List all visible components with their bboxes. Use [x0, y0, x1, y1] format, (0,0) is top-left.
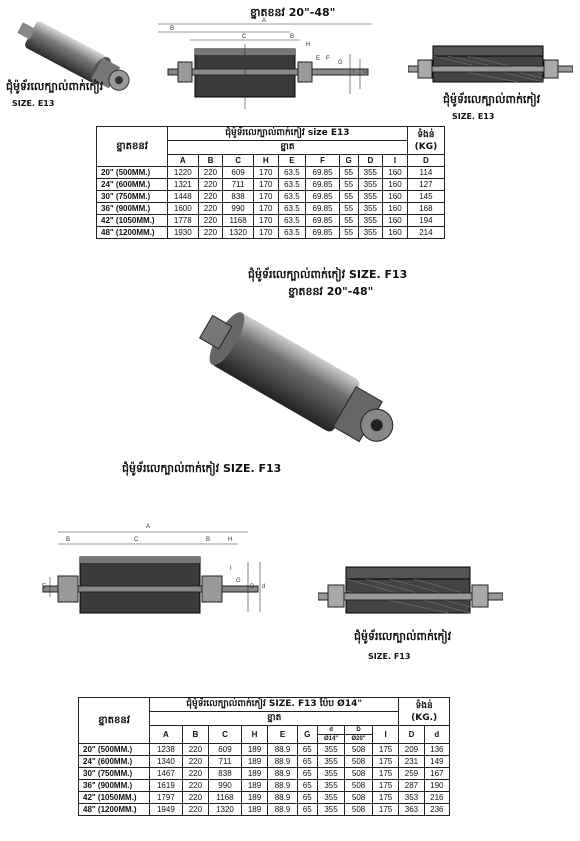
col-header: B [198, 155, 223, 167]
table-cell: 355 [317, 744, 345, 756]
table-cell: 175 [372, 756, 398, 768]
table-cell: 609 [209, 744, 242, 756]
table-cell: 508 [345, 804, 373, 816]
col-header: G [339, 155, 358, 167]
e13-photo-caption: ជុំម៉ូទ័រលេក្បាល់ពាក់កៀវ [6, 80, 104, 93]
table-cell: 65 [297, 768, 317, 780]
table-cell: 65 [297, 804, 317, 816]
table-cell: 1340 [150, 756, 183, 768]
table-cell: 189 [241, 792, 267, 804]
table-cell: 189 [241, 804, 267, 816]
table-cell: 1930 [168, 227, 199, 239]
table-cell: 65 [297, 792, 317, 804]
size-cell: 20" (500MM.) [97, 167, 168, 179]
size-cell: 30" (750MM.) [79, 768, 150, 780]
table-cell: 65 [297, 756, 317, 768]
f13-dimension-letters [38, 522, 278, 632]
f13-side-size: SIZE. F13 [368, 652, 411, 661]
table-cell: 175 [372, 768, 398, 780]
table-cell: 69.85 [306, 215, 340, 227]
table-row [79, 768, 450, 780]
weight-cell: 216 [424, 792, 449, 804]
size-cell: 48" (1200MM.) [97, 227, 168, 239]
table-cell: 160 [383, 215, 408, 227]
weight-cell: 149 [424, 756, 449, 768]
col-header: B [182, 726, 208, 744]
f13-side-view [318, 565, 503, 629]
table-cell: 220 [198, 215, 223, 227]
col-header: D [358, 155, 383, 167]
table-cell: 175 [372, 804, 398, 816]
table-cell: 355 [317, 756, 345, 768]
table-cell: 220 [198, 179, 223, 191]
dim-letter: C [242, 34, 247, 40]
table-cell: 355 [317, 780, 345, 792]
dim-letter: E [42, 584, 47, 590]
table-cell: 170 [253, 215, 278, 227]
table-cell: 1238 [150, 744, 183, 756]
col-header: E [278, 155, 306, 167]
table-cell: 63.5 [278, 203, 306, 215]
weight-header: ទំងន់ (KG) [407, 127, 444, 155]
table-cell: 88.9 [268, 804, 298, 816]
table-cell: 160 [383, 191, 408, 203]
dim-letter: H [228, 537, 233, 543]
weight-header: ទំងន់ (KG.) [399, 698, 450, 726]
col-header: d [317, 726, 345, 735]
table-row [79, 780, 450, 792]
weight-cell: 136 [424, 744, 449, 756]
weight-cell: 114 [407, 167, 444, 179]
table-cell: 1168 [209, 792, 242, 804]
dim-letter: D [363, 69, 368, 75]
f13-spec-table [78, 697, 450, 816]
dim-letter: d [262, 584, 266, 590]
size-cell: 36" (900MM.) [97, 203, 168, 215]
table-row [79, 756, 450, 768]
table-cell: 170 [253, 179, 278, 191]
table-cell: 355 [358, 179, 383, 191]
dim-letter: G [236, 578, 241, 584]
weight-cell: 145 [407, 191, 444, 203]
col-header: E [268, 726, 298, 744]
table-cell: 508 [345, 756, 373, 768]
size-cell: 30" (750MM.) [97, 191, 168, 203]
table-cell: 1619 [150, 780, 183, 792]
dim-letter: H [306, 42, 311, 48]
table-row [97, 215, 445, 227]
col-header: A [168, 155, 199, 167]
table-cell: 508 [345, 792, 373, 804]
table-cell: 220 [182, 744, 208, 756]
weight-cell: 287 [399, 780, 424, 792]
weight-cell: 127 [407, 179, 444, 191]
table-cell: 1320 [223, 227, 254, 239]
size-cell: 24" (600MM.) [79, 756, 150, 768]
col-header: G [297, 726, 317, 744]
e13-photo-size: SIZE. E13 [12, 99, 55, 108]
table-cell: 55 [339, 167, 358, 179]
size-header: ខ្នាតខនវ [97, 127, 168, 167]
table-cell: 711 [209, 756, 242, 768]
size-cell: 24" (600MM.) [97, 179, 168, 191]
col-sub-header: Ø14" [317, 735, 345, 744]
table-cell: 220 [198, 227, 223, 239]
dim-letter: E [316, 56, 321, 62]
table-row [97, 203, 445, 215]
weight-cell: 259 [399, 768, 424, 780]
table-cell: 175 [372, 792, 398, 804]
table-cell: 1797 [150, 792, 183, 804]
table-cell: 1321 [168, 179, 199, 191]
table-cell: 88.9 [268, 792, 298, 804]
table-cell: 220 [182, 768, 208, 780]
table-cell: 88.9 [268, 744, 298, 756]
table-row [97, 227, 445, 239]
f13-photo-caption: ជុំម៉ូទ័រលេក្បាល់ពាក់កៀវ SIZE. F13 [122, 462, 282, 475]
f13-title-line2: ខ្នាតខនវ 20"-48" [288, 285, 374, 298]
e13-side-size: SIZE. E13 [452, 112, 495, 121]
table-row [79, 744, 450, 756]
table-cell: 189 [241, 768, 267, 780]
table-cell: 69.85 [306, 227, 340, 239]
table-cell: 1320 [209, 804, 242, 816]
table-cell: 189 [241, 744, 267, 756]
table-cell: 220 [198, 167, 223, 179]
table-cell: 189 [241, 780, 267, 792]
table-cell: 990 [223, 203, 254, 215]
table-cell: 1168 [223, 215, 254, 227]
table-cell: 63.5 [278, 167, 306, 179]
table-cell: 220 [198, 191, 223, 203]
dim-letter: I [353, 69, 355, 75]
weight-cell: 168 [407, 203, 444, 215]
weight-cell: 231 [399, 756, 424, 768]
table-cell: 160 [383, 203, 408, 215]
weight-cell: 167 [424, 768, 449, 780]
table-cell: 160 [383, 167, 408, 179]
table-cell: 160 [383, 179, 408, 191]
weight-col-header: d [424, 726, 449, 744]
table-cell: 355 [358, 203, 383, 215]
table-cell: 175 [372, 780, 398, 792]
table-row [97, 167, 445, 179]
table-cell: 1600 [168, 203, 199, 215]
table-cell: 220 [182, 756, 208, 768]
table-row [97, 191, 445, 203]
dim-letter: B [170, 26, 175, 32]
f13-title-line1: ជុំម៉ូទ័រលេក្បាល់ពាក់កៀវ SIZE. F13 [248, 268, 408, 281]
f13-table-body [79, 744, 450, 816]
f13-photo [182, 302, 407, 462]
weight-col-header: D [407, 155, 444, 167]
weight-cell: 190 [424, 780, 449, 792]
size-cell: 20" (500MM.) [79, 744, 150, 756]
table-cell: 355 [358, 167, 383, 179]
table-cell: 63.5 [278, 191, 306, 203]
table-cell: 69.85 [306, 191, 340, 203]
size-cell: 42" (1050MM.) [79, 792, 150, 804]
group-header: ជុំម៉ូទ័រលេក្បាល់ពាក់កៀវ size E13 [168, 127, 408, 141]
e13-side-caption: ជុំម៉ូទ័រលេក្បាល់ពាក់កៀវ [443, 93, 541, 106]
table-cell: 838 [223, 191, 254, 203]
weight-col-header: D [399, 726, 424, 744]
col-header: H [253, 155, 278, 167]
weight-cell: 353 [399, 792, 424, 804]
table-cell: 508 [345, 744, 373, 756]
weight-cell: 363 [399, 804, 424, 816]
f13-side-caption: ជុំម៉ូទ័រលេក្បាល់ពាក់កៀវ [354, 630, 452, 643]
e13-table-body [97, 167, 445, 239]
table-row [79, 804, 450, 816]
col-header: D [345, 726, 373, 735]
col-header: C [223, 155, 254, 167]
dim-letter: F [326, 56, 330, 62]
table-cell: 838 [209, 768, 242, 780]
table-cell: 990 [209, 780, 242, 792]
col-header: F [306, 155, 340, 167]
table-cell: 189 [241, 756, 267, 768]
size-cell: 36" (900MM.) [79, 780, 150, 792]
col-sub-header: Ø20" [345, 735, 373, 744]
table-cell: 355 [317, 792, 345, 804]
dim-letter: A [262, 18, 267, 24]
table-cell: 355 [317, 804, 345, 816]
group-header: ជុំម៉ូទ័រលេក្បាល់ពាក់កៀវ SIZE. F13 ប៉ែប Ø14" [150, 698, 399, 712]
dim-letter: B [290, 34, 295, 40]
table-cell: 65 [297, 744, 317, 756]
sub-header: ខ្នាត [150, 712, 399, 726]
table-cell: 355 [358, 227, 383, 239]
table-cell: 88.9 [268, 768, 298, 780]
table-cell: 65 [297, 780, 317, 792]
table-cell: 69.85 [306, 167, 340, 179]
table-cell: 170 [253, 203, 278, 215]
weight-cell: 214 [407, 227, 444, 239]
col-header: A [150, 726, 183, 744]
table-cell: 220 [182, 780, 208, 792]
table-cell: 1949 [150, 804, 183, 816]
e13-spec-table [96, 126, 445, 239]
weight-cell: 236 [424, 804, 449, 816]
table-cell: 69.85 [306, 179, 340, 191]
dim-letter: D [250, 584, 255, 590]
col-header: C [209, 726, 242, 744]
col-header: H [241, 726, 267, 744]
table-cell: 170 [253, 191, 278, 203]
table-cell: 170 [253, 167, 278, 179]
col-header: I [383, 155, 408, 167]
table-cell: 88.9 [268, 780, 298, 792]
table-cell: 55 [339, 227, 358, 239]
sub-header: ខ្នាត [168, 141, 408, 155]
col-header: I [372, 726, 398, 744]
table-cell: 55 [339, 191, 358, 203]
table-row [97, 179, 445, 191]
table-cell: 63.5 [278, 227, 306, 239]
table-cell: 175 [372, 744, 398, 756]
weight-cell: 209 [399, 744, 424, 756]
dim-letter: G [338, 60, 343, 66]
weight-cell: 194 [407, 215, 444, 227]
table-cell: 170 [253, 227, 278, 239]
dim-letter: I [230, 566, 232, 572]
dim-letter: B [66, 537, 71, 543]
dim-letter: C [134, 537, 139, 543]
table-cell: 355 [317, 768, 345, 780]
table-cell: 88.9 [268, 756, 298, 768]
size-cell: 48" (1200MM.) [79, 804, 150, 816]
table-cell: 1778 [168, 215, 199, 227]
table-cell: 508 [345, 768, 373, 780]
table-cell: 55 [339, 179, 358, 191]
size-header: ខ្នាតខនវ [79, 698, 150, 744]
table-cell: 1220 [168, 167, 199, 179]
e13-dimension-letters [150, 14, 380, 114]
table-cell: 63.5 [278, 215, 306, 227]
table-cell: 63.5 [278, 179, 306, 191]
table-cell: 220 [182, 792, 208, 804]
dim-letter: B [206, 537, 211, 543]
table-cell: 1467 [150, 768, 183, 780]
table-cell: 355 [358, 191, 383, 203]
table-cell: 711 [223, 179, 254, 191]
table-cell: 355 [358, 215, 383, 227]
size-cell: 42" (1050MM.) [97, 215, 168, 227]
table-cell: 69.85 [306, 203, 340, 215]
table-cell: 609 [223, 167, 254, 179]
e13-side-view [408, 40, 573, 92]
table-cell: 508 [345, 780, 373, 792]
table-cell: 1448 [168, 191, 199, 203]
e13-drawing-title: ខ្នាតខនវ 20"-48" [250, 6, 336, 19]
table-cell: 55 [339, 215, 358, 227]
table-cell: 160 [383, 227, 408, 239]
table-cell: 220 [182, 804, 208, 816]
table-cell: 220 [198, 203, 223, 215]
table-cell: 55 [339, 203, 358, 215]
table-row [79, 792, 450, 804]
dim-letter: A [146, 524, 151, 530]
